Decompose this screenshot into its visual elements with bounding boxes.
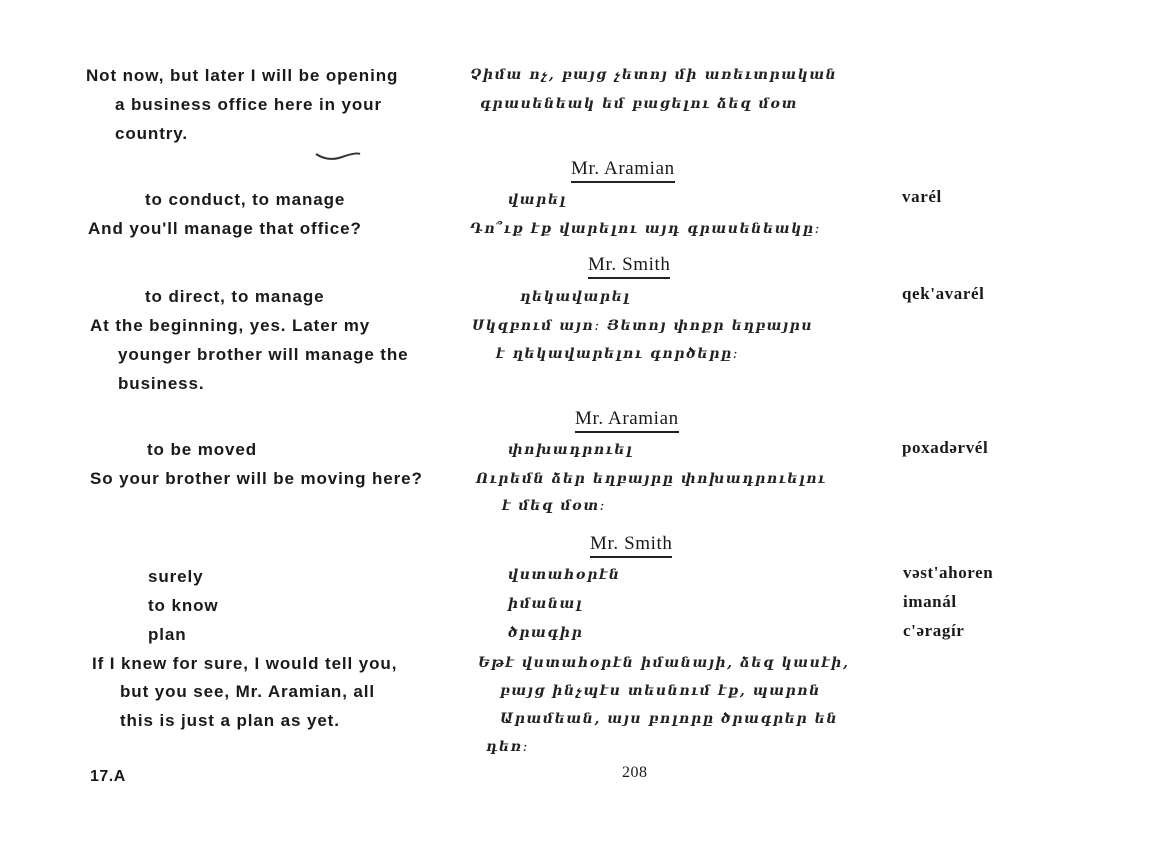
vocab-armenian-moved: փոխադրուել (508, 442, 634, 458)
opening-armenian-line-2: գրասենեակ եմ բացելու ձեզ մօտ (480, 96, 798, 112)
sentence-armenian-knew-line-1: Եթէ վստահօրէն իմանայի, ձեզ կասէի, (478, 655, 850, 671)
vocab-armenian-surely: վստահօրէն (508, 567, 621, 583)
speaker-heading-aramian-1: Mr. Aramian (571, 158, 675, 183)
vocab-armenian-conduct: վարել (508, 192, 567, 208)
vocab-transliteration-plan: c'əragír (903, 621, 965, 640)
vocab-armenian-plan: ծրագիր (508, 625, 584, 641)
sentence-armenian-knew-line-3: Արամեան, այս բոլորը ծրագրեր են (500, 711, 839, 727)
sentence-armenian-manage-office: Դո՞ւք էք վարելու այդ գրասենեակը։ (470, 221, 822, 237)
vocab-armenian-know: իմանալ (508, 596, 584, 612)
sentence-english-knew-line-2: but you see, Mr. Aramian, all (120, 682, 376, 701)
vocab-transliteration-moved: poxadərvél (902, 438, 989, 457)
sentence-armenian-brother-moving-line-1: Ուրեմն ձեր եղբայրը փոխադրուելու (476, 471, 827, 487)
vocab-english-direct: to direct, to manage (145, 287, 325, 306)
vocab-armenian-direct: ղեկավարել (520, 289, 631, 305)
sentence-english-beginning-line-3: business. (118, 374, 205, 393)
page-number: 208 (622, 764, 648, 781)
sentence-armenian-beginning-line-2: է ղեկավարելու գործերը։ (496, 346, 740, 362)
tilde-mark-icon (314, 150, 362, 162)
lesson-number: 17.A (90, 768, 126, 785)
vocab-english-know: to know (148, 596, 219, 615)
opening-english-line-3: country. (115, 124, 189, 143)
vocab-english-plan: plan (148, 625, 187, 644)
speaker-heading-smith-1: Mr. Smith (588, 254, 670, 279)
vocab-transliteration-direct: qek'avarél (902, 284, 985, 303)
sentence-armenian-brother-moving-line-2: է մեզ մօտ։ (502, 498, 607, 514)
speaker-heading-smith-2: Mr. Smith (590, 533, 672, 558)
sentence-english-brother-moving: So your brother will be moving here? (90, 469, 423, 488)
opening-armenian-line-1: Չիմա ոչ, բայց չետոյ մի առեւտրական (470, 67, 838, 83)
vocab-transliteration-conduct: varél (902, 187, 942, 206)
vocab-english-surely: surely (148, 567, 204, 586)
sentence-english-beginning-line-1: At the beginning, yes. Later my (90, 316, 371, 335)
sentence-english-manage-office: And you'll manage that office? (88, 219, 362, 238)
vocab-english-moved: to be moved (147, 440, 258, 459)
sentence-armenian-knew-line-4: դեռ։ (486, 739, 529, 755)
vocab-transliteration-surely: vəst'ahoren (903, 563, 994, 582)
sentence-armenian-beginning-line-1: Սկզբում այո։ Յետոյ փոքր եղբայրս (472, 318, 814, 334)
sentence-english-knew-line-1: If I knew for sure, I would tell you, (92, 654, 398, 673)
vocab-english-conduct: to conduct, to manage (145, 190, 346, 209)
speaker-heading-aramian-2: Mr. Aramian (575, 408, 679, 433)
opening-english-line-2: a business office here in your (115, 95, 382, 114)
vocab-transliteration-know: imanál (903, 592, 957, 611)
sentence-english-beginning-line-2: younger brother will manage the (118, 345, 409, 364)
sentence-armenian-knew-line-2: բայց ինչպէս տեսնում էք, պարոն (500, 683, 821, 699)
sentence-english-knew-line-3: this is just a plan as yet. (120, 711, 340, 730)
opening-english-line-1: Not now, but later I will be opening (86, 66, 399, 85)
